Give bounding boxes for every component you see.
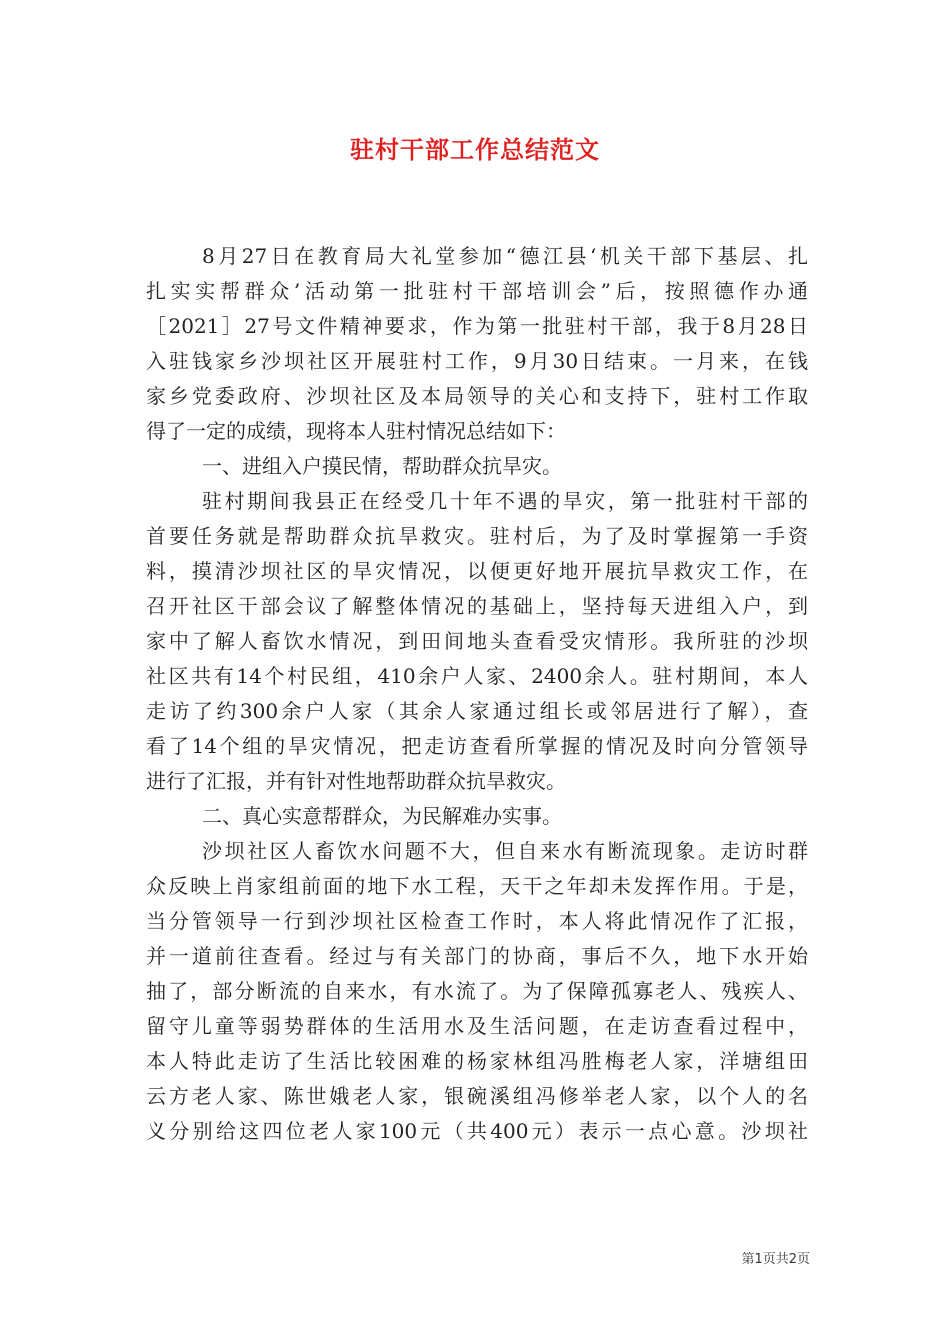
section-heading: 一、进组入户摸民情，帮助群众抗旱灾。 [202, 454, 562, 478]
document-title: 驻村干部工作总结范文 [350, 135, 600, 164]
text-line: 召开社区干部会议了解整体情况的基础上，坚持每天进组入户，到 [146, 594, 808, 618]
text-line: 义分别给这四位老人家100元（共400元）表示一点心意。沙坝社 [146, 1119, 808, 1143]
text-line: 料，摸清沙坝社区的旱灾情况，以便更好地开展抗旱救灾工作，在 [146, 559, 808, 583]
page-number: 第1页共2页 [741, 1252, 810, 1267]
text-line: 留守儿童等弱势群体的生活用水及生活问题，在走访查看过程中， [146, 1014, 808, 1038]
text-line: 家中了解人畜饮水情况，到田间地头查看受灾情形。我所驻的沙坝 [146, 629, 808, 653]
document-body [146, 239, 808, 1149]
text-line: 扎实实帮群众’活动第一批驻村干部培训会”后，按照德作办通 [146, 279, 808, 303]
text-line: 本人特此走访了生活比较困难的杨家林组冯胜梅老人家，洋塘组田 [146, 1049, 808, 1073]
text-line: 得了一定的成绩，现将本人驻村情况总结如下： [146, 419, 566, 443]
text-line: 沙坝社区人畜饮水问题不大，但自来水有断流现象。走访时群 [202, 839, 808, 863]
text-line: 社区共有14个村民组，410余户人家、2400余人。驻村期间，本人 [146, 664, 808, 688]
text-line: 并一道前往查看。经过与有关部门的协商，事后不久，地下水开始 [146, 944, 808, 968]
text-line: 走访了约300余户人家（其余人家通过组长或邻居进行了解），查 [146, 699, 808, 723]
text-line: 家乡党委政府、沙坝社区及本局领导的关心和支持下，驻村工作取 [146, 384, 808, 408]
text-line: 8月27日在教育局大礼堂参加“德江县‘机关干部下基层、扎 [202, 244, 808, 268]
text-line: 进行了汇报，并有针对性地帮助群众抗旱救灾。 [146, 769, 566, 793]
section-heading: 二、真心实意帮群众，为民解难办实事。 [202, 804, 562, 828]
text-line: 抽了，部分断流的自来水，有水流了。为了保障孤寡老人、残疾人、 [146, 979, 808, 1003]
text-line: 看了14个组的旱灾情况，把走访查看所掌握的情况及时向分管领导 [146, 734, 808, 758]
text-line: 驻村期间我县正在经受几十年不遇的旱灾，第一批驻村干部的 [202, 489, 808, 513]
text-line: 众反映上肖家组前面的地下水工程，天干之年却未发挥作用。于是， [146, 874, 808, 898]
text-line: 当分管领导一行到沙坝社区检查工作时，本人将此情况作了汇报， [146, 909, 808, 933]
text-line: 首要任务就是帮助群众抗旱救灾。驻村后，为了及时掌握第一手资 [146, 524, 808, 548]
text-line: 入驻钱家乡沙坝社区开展驻村工作，9月30日结束。一月来，在钱 [146, 349, 808, 373]
text-line: ［2021］27号文件精神要求，作为第一批驻村干部，我于8月28日 [146, 314, 808, 338]
text-line: 云方老人家、陈世娥老人家，银碗溪组冯修举老人家，以个人的名 [146, 1084, 808, 1108]
